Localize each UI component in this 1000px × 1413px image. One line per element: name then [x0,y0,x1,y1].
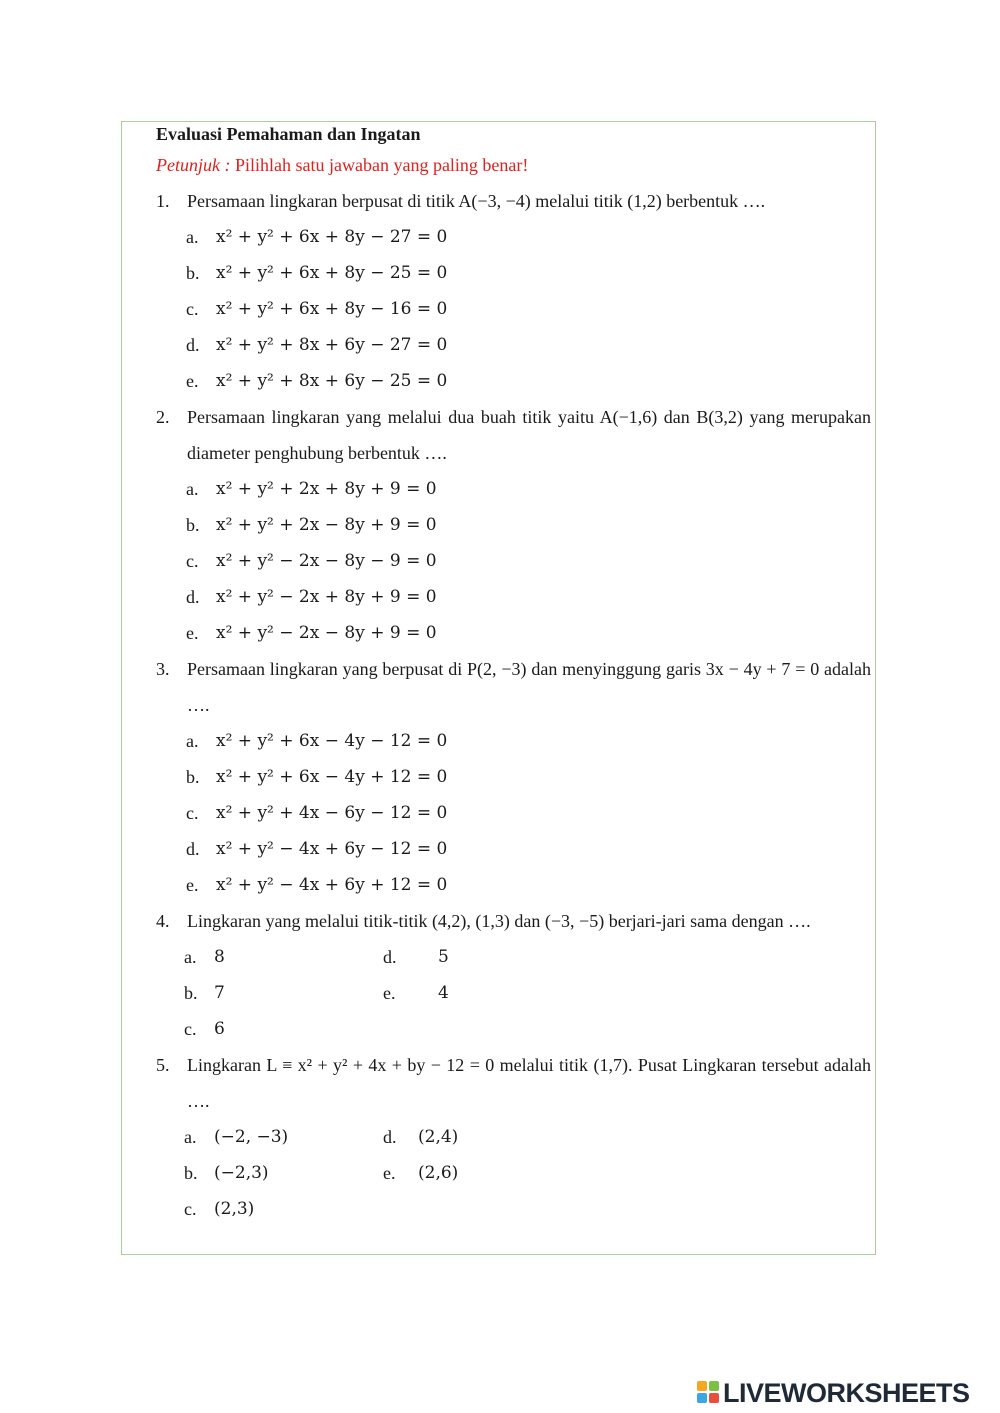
option-value: x² + y² + 8x + 6y − 27 = 0 [216,335,448,355]
option-value: x² + y² + 6x + 8y − 16 = 0 [216,299,448,319]
question-text: Persamaan lingkaran yang melalui dua buah titik yaitu A(−1,6) dan B(3,2) yang merupakan diameter penghubung berbentuk …. [187,407,871,463]
question-number: 2. [156,407,170,427]
option-label: c. [186,551,199,571]
instruction [156,147,871,183]
liveworksheets-logo-icon [697,1381,719,1405]
option-2b[interactable] [156,507,871,543]
option-label: e. [186,371,199,391]
option-1b[interactable] [156,255,871,291]
option-row-4-3 [156,1011,871,1047]
option-label: d. [186,839,200,859]
option-value: x² + y² − 2x − 8y − 9 = 0 [216,551,437,571]
option-5c-label[interactable]: c. [184,1199,197,1219]
option-label: a. [186,731,199,751]
worksheet-content [156,121,871,1227]
option-value: x² + y² + 6x + 8y − 25 = 0 [216,263,448,283]
option-3c[interactable] [156,795,871,831]
question-5 [156,1047,871,1119]
option-3b[interactable] [156,759,871,795]
option-1c[interactable] [156,291,871,327]
option-value: x² + y² − 2x − 8y + 9 = 0 [216,623,437,643]
option-5a-label[interactable]: a. [184,1127,197,1147]
question-text: Persamaan lingkaran berpusat di titik A(−3, −4) melalui titik (1,2) berbentuk …. [187,191,766,211]
option-label: d. [186,335,200,355]
option-label: a. [186,479,199,499]
option-1d[interactable] [156,327,871,363]
question-text: Persamaan lingkaran yang berpusat di P(2, −3) dan menyinggung garis 3x − 4y + 7 = 0 adalah …. [187,659,871,715]
option-4d-label[interactable]: d. [383,947,397,967]
option-value: x² + y² + 2x − 8y + 9 = 0 [216,515,437,535]
option-5c-value[interactable]: (2,3) [214,1199,255,1219]
option-value: x² + y² + 8x + 6y − 25 = 0 [216,371,448,391]
option-value: x² + y² + 6x − 4y − 12 = 0 [216,731,448,751]
option-value: x² + y² + 2x + 8y + 9 = 0 [216,479,437,499]
option-label: b. [186,515,200,535]
option-4e-label[interactable]: e. [383,983,396,1003]
question-1 [156,183,871,219]
option-label: e. [186,623,199,643]
option-5e-label[interactable]: e. [383,1163,396,1183]
option-label: a. [186,227,199,247]
option-value: x² + y² + 6x + 8y − 27 = 0 [216,227,448,247]
option-row-5-2 [156,1155,871,1191]
option-3a[interactable] [156,723,871,759]
option-2a[interactable] [156,471,871,507]
option-5a-value[interactable]: (−2, −3) [214,1127,289,1147]
option-4a-label[interactable]: a. [184,947,197,967]
option-2e[interactable] [156,615,871,651]
option-row-4-2 [156,975,871,1011]
question-number: 5. [156,1055,170,1075]
option-1e[interactable] [156,363,871,399]
question-number: 3. [156,659,170,679]
option-4d-value[interactable]: 5 [438,947,449,967]
option-5d-value[interactable]: (2,4) [418,1127,459,1147]
option-4b-label[interactable]: b. [184,983,198,1003]
option-label: b. [186,767,200,787]
page-title: Evaluasi Pemahaman dan Ingatan [156,124,421,144]
option-label: e. [186,875,199,895]
option-4c-value[interactable]: 6 [214,1019,225,1039]
option-1a[interactable] [156,219,871,255]
option-2d[interactable] [156,579,871,615]
instruction-label: Petunjuk : [156,155,231,175]
option-value: x² + y² + 6x − 4y + 12 = 0 [216,767,448,787]
option-label: c. [186,803,199,823]
option-2c[interactable] [156,543,871,579]
liveworksheets-logo[interactable] [697,1378,970,1408]
option-value: x² + y² − 2x + 8y + 9 = 0 [216,587,437,607]
option-row-5-3 [156,1191,871,1227]
instruction-text: Pilihlah satu jawaban yang paling benar! [230,155,529,175]
option-5b-value[interactable]: (−2,3) [214,1163,269,1183]
option-label: b. [186,263,200,283]
question-number: 4. [156,911,170,931]
liveworksheets-logo-text: LIVEWORKSHEETS [723,1377,970,1408]
option-label: c. [186,299,199,319]
option-4b-value[interactable]: 7 [214,983,225,1003]
option-5b-label[interactable]: b. [184,1163,198,1183]
option-5d-label[interactable]: d. [383,1127,397,1147]
option-value: x² + y² + 4x − 6y − 12 = 0 [216,803,448,823]
option-3e[interactable] [156,867,871,903]
option-4e-value[interactable]: 4 [438,983,449,1003]
option-value: x² + y² − 4x + 6y + 12 = 0 [216,875,448,895]
question-text: Lingkaran L ≡ x² + y² + 4x + by − 12 = 0 melalui titik (1,7). Pusat Lingkaran tersebut adalah …. [187,1055,871,1111]
question-number: 1. [156,191,170,211]
option-4c-label[interactable]: c. [184,1019,197,1039]
question-3 [156,651,871,723]
option-row-4-1 [156,939,871,975]
option-4a-value[interactable]: 8 [214,947,225,967]
question-text: Lingkaran yang melalui titik-titik (4,2), (1,3) dan (−3, −5) berjari-jari sama dengan …. [187,911,811,931]
question-2 [156,399,871,471]
question-4 [156,903,871,939]
option-value: x² + y² − 4x + 6y − 12 = 0 [216,839,448,859]
option-3d[interactable] [156,831,871,867]
option-5e-value[interactable]: (2,6) [418,1163,459,1183]
option-row-5-1 [156,1119,871,1155]
option-label: d. [186,587,200,607]
